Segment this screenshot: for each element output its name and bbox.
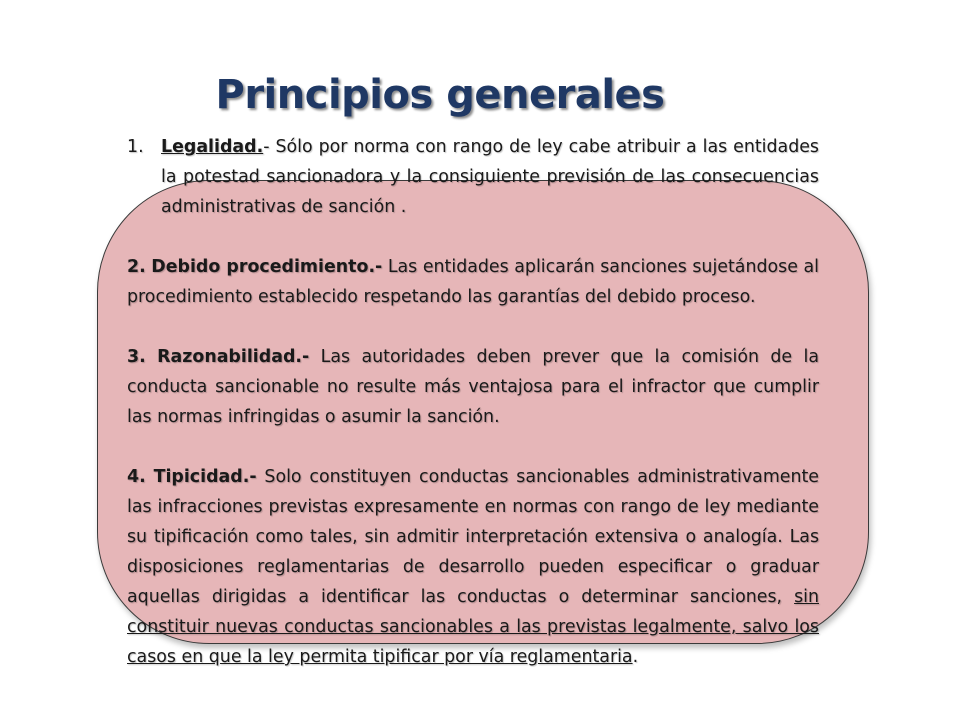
principle-4 <box>127 462 819 672</box>
principle-2 <box>127 252 819 312</box>
principle-2-number: 2. <box>127 257 146 277</box>
spacer <box>127 432 819 462</box>
principle-4-term: Tipicidad.- <box>153 467 257 487</box>
principle-4-end: . <box>632 647 639 667</box>
principles-list <box>127 132 819 672</box>
principle-1 <box>127 132 819 222</box>
principle-4-text: Solo constituyen conductas sancionables administrativamente las infracciones previstas expresamente en normas con rango de ley mediante su tipificación como tales, sin admitir interpretación extensiva o analogía. Las disposiciones reglamentarias de desarrollo pueden especificar o graduar aquellas dirigidas a identificar las conductas o determinar sanciones, <box>127 467 820 607</box>
spacer <box>127 312 819 342</box>
principle-4-underlined-text: sin constituir nuevas conductas sancionables a las previstas legalmente, salvo los casos en que la ley permita tipificar por vía reglamentaria <box>127 587 819 667</box>
principle-1-separator: - <box>263 137 270 157</box>
principle-3-number: 3. <box>127 347 146 367</box>
principle-3-term: Razonabilidad.- <box>157 347 310 367</box>
spacer <box>127 222 819 252</box>
principle-2-term: Debido procedimiento.- <box>151 257 383 277</box>
principle-4-number: 4. <box>127 467 146 487</box>
principle-1-text: Sólo por norma con rango de ley cabe atribuir a las entidades la potestad sancionadora y la consiguiente previsión de las consecuencias administrativas de sanción . <box>161 137 819 217</box>
principle-3 <box>127 342 819 432</box>
principle-1-term: Legalidad. <box>161 137 264 157</box>
principle-2-text: Las entidades aplicarán sanciones sujetándose al procedimiento establecido respetando las garantías del debido proceso. <box>127 257 819 307</box>
principle-1-number: 1. <box>127 137 144 157</box>
principle-3-text: Las autoridades deben prever que la comisión de la conducta sancionable no resulte más ventajosa para el infractor que cumplir las normas infringidas o asumir la sanción. <box>127 347 820 427</box>
slide-title: Principios generales <box>215 72 665 118</box>
